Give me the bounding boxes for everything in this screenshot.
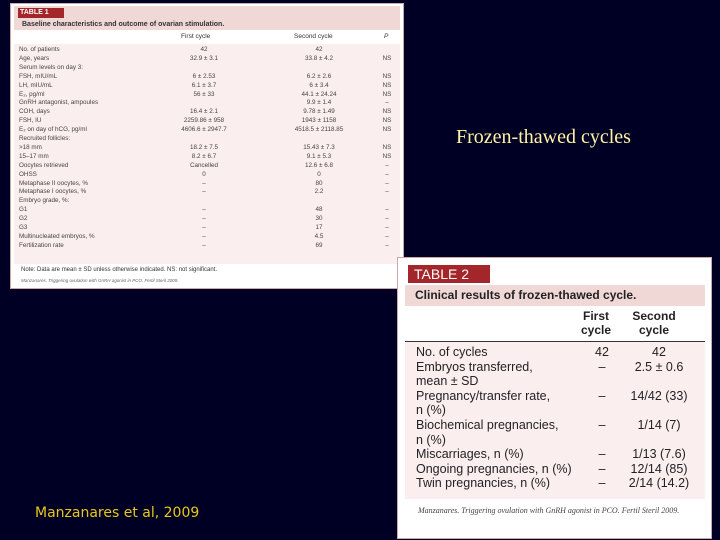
table-2-body (405, 342, 705, 499)
p-value: – (385, 179, 389, 187)
p-value: – (385, 99, 389, 107)
first-cycle-value: Cancelled (189, 161, 218, 169)
table-1-body (14, 44, 400, 264)
row-label: Embryo grade, %: (19, 197, 70, 205)
second-cycle-value: 33.8 ± 4.2 (305, 54, 333, 62)
first-cycle-value: 0 (202, 170, 206, 178)
p-value: – (385, 161, 389, 169)
second-cycle-value: 4.5 (314, 232, 324, 240)
table-1-row (14, 197, 400, 205)
table-1 (10, 3, 404, 289)
table-2-tag: TABLE 2 (408, 265, 490, 283)
table-1-row (14, 242, 400, 250)
p-value: – (385, 170, 389, 178)
first-cycle-value: – (598, 418, 606, 432)
table-1-row (14, 171, 400, 179)
second-cycle-value: 9.78 ± 1.49 (303, 108, 335, 116)
row-label: COH, days (19, 108, 50, 116)
first-cycle-value: – (598, 476, 606, 491)
row-label: G2 (19, 215, 28, 223)
first-cycle-value: 56 ± 33 (193, 90, 215, 98)
row-label: FSH, IU (19, 117, 42, 125)
row-label: Serum levels on day 3: (19, 63, 84, 71)
table-1-row (14, 180, 400, 188)
row-label: E₂ on day of hCG, pg/ml (19, 126, 87, 134)
table-2-title: Clinical results of frozen-thawed cycle. (415, 288, 637, 302)
row-label: Metaphase II oocytes, % (19, 179, 88, 187)
second-cycle-value: 6 ± 3.4 (309, 81, 329, 89)
author-citation: Manzanares et al, 2009 (35, 505, 200, 521)
table-1-row (14, 206, 400, 214)
row-label: 15–17 mm (19, 152, 49, 160)
first-cycle-value: 42 (595, 345, 609, 359)
second-cycle-value: 17 (315, 224, 323, 231)
first-cycle-value: – (202, 241, 206, 249)
table-2-row (405, 476, 705, 491)
table-1-row (14, 108, 400, 116)
row-label: FSH, mIU/mL (19, 72, 58, 80)
table-1-col-second: Second cycle (294, 33, 333, 40)
first-cycle-value: 18.2 ± 7.5 (190, 143, 218, 151)
first-cycle-value: 6 ± 2.53 (192, 72, 216, 80)
second-cycle-value: 2/14 (14.2) (628, 476, 690, 491)
table-2-row (405, 345, 705, 360)
row-label: Multinucleated embryos, % (19, 232, 95, 240)
table-1-row (14, 188, 400, 196)
p-value: NS (382, 152, 392, 160)
second-cycle-value: 9.1 ± 5.3 (306, 152, 332, 160)
table-2-row (405, 389, 705, 418)
table-1-row (14, 64, 400, 72)
row-label: No. of cycles (416, 345, 488, 359)
p-value: – (385, 215, 389, 223)
second-cycle-value: 69 (315, 241, 323, 249)
table-1-col-first: First cycle (181, 33, 211, 40)
table-2-col-second-line-2: cycle (638, 323, 670, 337)
table-1-row (14, 144, 400, 152)
table-2-citation: Manzanares. Triggering ovulation with GnRH agonist in PCO. Fertil Steril 2009. (418, 506, 680, 515)
second-cycle-value: 44.1 ± 24.24 (301, 90, 337, 98)
table-1-col-p: P (384, 33, 389, 40)
second-cycle-value: 48 (315, 206, 323, 214)
second-cycle-value: 14/42 (33) (630, 388, 688, 403)
second-cycle-value: 2.2 (314, 188, 324, 196)
table-1-row (14, 91, 400, 99)
table-1-row (14, 99, 400, 107)
second-cycle-value: 1943 ± 1158 (301, 117, 337, 125)
table-2 (397, 257, 712, 539)
second-cycle-value: 15.43 ± 7.3 (303, 143, 335, 151)
first-cycle-value: – (202, 206, 206, 214)
first-cycle-value: – (202, 179, 206, 187)
table-2-col-first (576, 309, 616, 337)
first-cycle-value: – (598, 447, 606, 462)
table-2-col-first-line-2: cycle (580, 323, 612, 337)
table-1-row (14, 55, 400, 63)
second-cycle-value: 6.2 ± 2.6 (306, 72, 332, 80)
p-value: NS (382, 72, 392, 80)
row-label: Recruited follicles: (19, 135, 71, 142)
table-1-row (14, 215, 400, 223)
p-value: NS (382, 54, 392, 62)
table-1-row (14, 117, 400, 125)
row-label: Embryos transferred, (416, 359, 533, 374)
table-1-title: Baseline characteristics and outcome of ovarian stimulation. (22, 21, 225, 28)
first-cycle-value: – (202, 215, 206, 223)
row-label: Oocytes retrieved (19, 161, 69, 169)
second-cycle-value: 12.6 ± 6.8 (305, 161, 333, 169)
first-cycle-value: 8.2 ± 6.7 (191, 152, 217, 160)
table-2-row (405, 418, 705, 447)
table-1-row (14, 73, 400, 81)
table-2-row (405, 360, 705, 389)
second-cycle-value: 42 (315, 46, 323, 53)
table-1-header-band (14, 6, 400, 30)
row-label: G3 (19, 224, 28, 231)
table-1-row (14, 224, 400, 232)
table-1-row (14, 135, 400, 143)
second-cycle-value: 12/14 (85) (630, 461, 688, 476)
first-cycle-value: 6.1 ± 3.7 (191, 81, 217, 89)
row-label: n (%) (416, 432, 446, 447)
table-2-col-second-line-1: Second (632, 309, 676, 323)
p-value: – (385, 206, 389, 214)
second-cycle-value: 80 (315, 179, 323, 187)
second-cycle-value: 1/13 (7.6) (632, 447, 686, 462)
row-label: Biochemical pregnancies, (416, 418, 559, 432)
table-2-col-first-line-1: First (582, 309, 609, 323)
p-value: NS (382, 143, 392, 151)
first-cycle-value: – (598, 388, 606, 403)
p-value: – (385, 224, 389, 231)
second-cycle-value: 42 (652, 345, 666, 359)
second-cycle-value: 9.9 ± 1.4 (306, 99, 332, 107)
table-2-row (405, 447, 705, 462)
row-label: Pregnancy/transfer rate, (416, 388, 551, 403)
first-cycle-value: 42 (200, 46, 208, 53)
table-1-note: Note: Data are mean ± SD unless otherwise indicated. NS: not significant. (21, 267, 218, 273)
p-value: NS (382, 117, 392, 125)
p-value: NS (382, 81, 392, 89)
first-cycle-value: – (598, 461, 606, 476)
first-cycle-value: – (202, 224, 206, 231)
row-label: Ongoing pregnancies, n (%) (416, 461, 572, 476)
row-label: G1 (19, 206, 28, 214)
row-label: Metaphase I oocytes, % (19, 188, 87, 196)
first-cycle-value: – (598, 359, 606, 374)
table-1-row (14, 153, 400, 161)
second-cycle-value: 30 (315, 215, 323, 223)
row-label: >18 mm (19, 143, 42, 151)
row-label: LH, mIU/mL (19, 81, 53, 89)
row-label: E₂, pg/ml (19, 90, 45, 98)
row-label: Miscarriages, n (%) (416, 447, 524, 462)
table-1-row (14, 126, 400, 134)
first-cycle-value: – (202, 188, 206, 196)
table-1-row (14, 162, 400, 170)
p-value: – (385, 188, 389, 196)
second-cycle-value: 0 (317, 170, 321, 178)
table-2-col-second (626, 309, 682, 337)
table-1-tag: TABLE 1 (18, 8, 64, 18)
table-1-row (14, 46, 400, 54)
first-cycle-value: 4606.6 ± 2947.7 (181, 126, 227, 134)
second-cycle-value: 4518.5 ± 2118.85 (294, 126, 344, 134)
row-label: n (%) (416, 403, 446, 418)
first-cycle-value: 2259.86 ± 958 (183, 117, 225, 125)
first-cycle-value: 16.4 ± 2.1 (190, 108, 218, 116)
p-value: – (385, 241, 389, 249)
p-value: NS (382, 126, 392, 134)
p-value: NS (382, 90, 392, 98)
row-label: GnRH antagonist, ampoules (19, 99, 99, 107)
slide-heading: Frozen-thawed cycles (456, 126, 631, 148)
first-cycle-value: 32.9 ± 3.1 (190, 54, 218, 62)
p-value: NS (382, 108, 392, 116)
first-cycle-value: – (202, 232, 206, 240)
table-2-header-band (405, 285, 705, 306)
row-label: No. of patients (19, 46, 60, 53)
second-cycle-value: 1/14 (7) (637, 418, 681, 432)
table-1-citation: Manzanares. Triggering ovulation with GnRH agonist in PCO. Fertil Steril 2009. (21, 278, 179, 283)
p-value: – (385, 232, 389, 240)
second-cycle-value: 2.5 ± 0.6 (634, 359, 684, 374)
row-label: mean ± SD (416, 374, 479, 389)
table-1-row (14, 233, 400, 241)
row-label: Age, years (19, 54, 50, 62)
table-2-row (405, 462, 705, 477)
row-label: Fertilization rate (19, 241, 64, 249)
row-label: OHSS (19, 170, 37, 178)
table-1-row (14, 82, 400, 90)
row-label: Twin pregnancies, n (%) (416, 476, 551, 491)
